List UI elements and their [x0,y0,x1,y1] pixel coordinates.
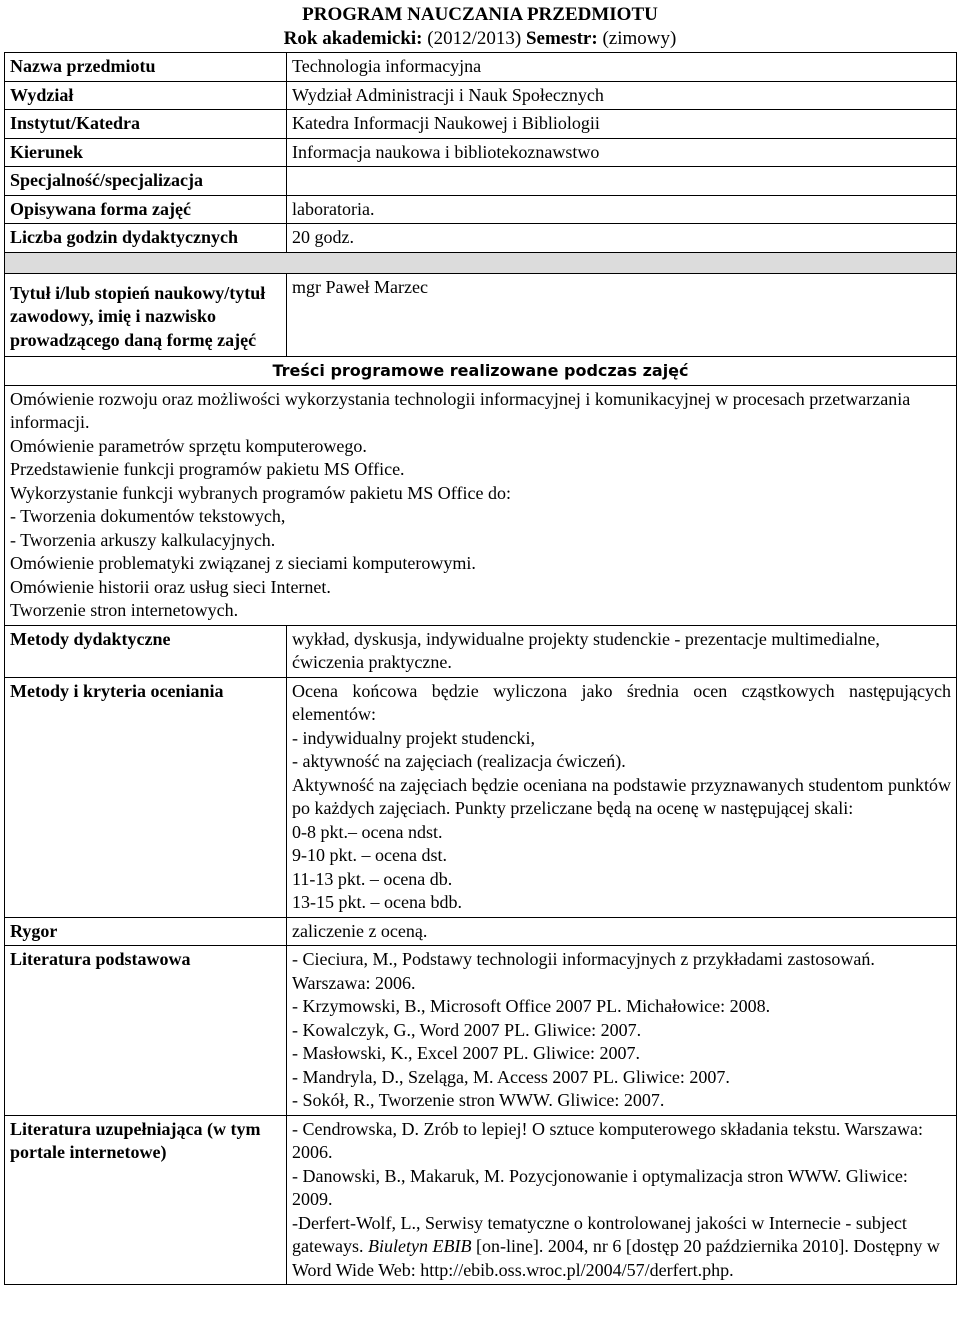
literature-item: - Sokół, R., Tworzenie stron WWW. Gliwice: 2007. [292,1090,665,1110]
criteria-line: - indywidualny projekt studencki, [292,727,535,748]
content-line: Omówienie problematyki związanej z sieciami komputerowymi. [10,553,476,573]
row-literature-basic [5,946,957,1116]
derfert-text-after: [on-line]. 2004, nr 6 [dostęp 20 października 2010]. Dostępny w Word Wide Web: http://ebib.oss.wroc.pl/2004/57/derfert.php. [292,1236,940,1280]
criteria-line: 11-13 pkt. – ocena db. [292,868,453,889]
methods-value: wykład, dyskusja, indywidualne projekty studenckie - prezentacje multimedialne, ćwiczenia praktyczne. [287,625,957,677]
literature-item: - Krzymowski, B., Microsoft Office 2007 PL. Michałowice: 2008. [292,996,771,1016]
derfert-text-before: -Derfert-Wolf, L., Serwisy tematyczne o kontrolowanej jakości w Internecie - subject gateways. [292,1212,907,1256]
document-title: PROGRAM NAUCZANIA PRZEDMIOTU [302,4,658,25]
faculty-value: Wydział Administracji i Nauk Społecznych [287,81,957,110]
subject-value: Technologia informacyjna [287,53,957,82]
row-methods [5,625,957,677]
content-line: Omówienie historii oraz usług sieci Internet. [10,576,331,597]
row-teacher [5,273,957,357]
row-subject [5,53,957,82]
row-content-heading [5,357,957,386]
direction-label: Kierunek [5,138,287,167]
criteria-line: 0-8 pkt.– ocena ndst. [292,821,443,842]
literature-item: - Danowski, B., Makaruk, M. Pozycjonowanie i optymalizacja stron WWW. Gliwice: 2009. [292,1165,908,1209]
literature-item: - Kowalczyk, G., Word 2007 PL. Gliwice: 2007. [292,1019,642,1040]
row-rigor [5,917,957,946]
row-hours [5,224,957,253]
literature-extra-cell [287,1115,957,1285]
literature-item: - Cieciura, M., Podstawy technologii informacyjnych z przykładami zastosowań. Warszawa: 2006. [292,949,875,993]
row-criteria [5,677,957,917]
direction-value: Informacja naukowa i bibliotekoznawstwo [287,138,957,167]
criteria-line: - aktywność na zajęciach (realizacja ćwiczeń). [292,751,626,771]
grey-separator [5,252,957,273]
content-heading: Treści programowe realizowane podczas zajęć [5,357,957,386]
row-faculty [5,81,957,110]
content-line: - Tworzenia dokumentów tekstowych, [10,506,286,526]
content-line: Omówienie rozwoju oraz możliwości wykorzystania technologii informacyjnej i komunikacyjnej w procesach przetwarzania informacji. [10,388,911,432]
criteria-line: Ocena końcowa będzie wyliczona jako średnia ocen cząstkowych następujących elementów: [292,680,951,724]
separator-cell [5,252,957,273]
content-cell [5,385,957,625]
specialty-value [287,167,957,196]
methods-label: Metody dydaktyczne [5,625,287,677]
literature-item: - Cendrowska, D. Zrób to lepiej! O sztuce komputerowego składania tekstu. Warszawa: 2006. [292,1118,924,1162]
literature-basic-cell [287,946,957,1116]
criteria-label: Metody i kryteria oceniania [5,677,287,917]
hours-value: 20 godz. [287,224,957,253]
semester-value: (zimowy) [602,28,677,49]
specialty-label: Specjalność/specjalizacja [5,167,287,196]
academic-year-line [0,27,960,51]
hours-label: Liczba godzin dydaktycznych [5,224,287,253]
literature-basic-label: Literatura podstawowa [5,946,287,1116]
criteria-line: 13-15 pkt. – ocena bdb. [292,892,462,912]
row-specialty [5,167,957,196]
content-line: Wykorzystanie funkcji wybranych programów pakietu MS Office do: [10,482,511,503]
derfert-journal-title: Biuletyn EBIB [367,1236,472,1256]
rigor-value: zaliczenie z oceną. [287,917,957,946]
teacher-label: Tytuł i/lub stopień naukowy/tytuł zawodowy, imię i nazwisko prowadzącego daną formę zajęć [5,273,287,357]
row-literature-extra [5,1115,957,1285]
institute-label: Instytut/Katedra [5,110,287,139]
row-direction [5,138,957,167]
row-form [5,195,957,224]
teacher-value: mgr Paweł Marzec [287,273,957,357]
criteria-line: 9-10 pkt. – ocena dst. [292,845,447,865]
row-institute [5,110,957,139]
year-value: (2012/2013) [427,28,522,49]
form-value: laboratoria. [287,195,957,224]
form-label: Opisywana forma zajęć [5,195,287,224]
rigor-label: Rygor [5,917,287,946]
criteria-cell [287,677,957,917]
subject-label: Nazwa przedmiotu [5,53,287,82]
institute-value: Katedra Informacji Naukowej i Bibliologii [287,110,957,139]
content-line: Tworzenie stron internetowych. [10,600,239,620]
year-label: Rok akademicki: [283,28,423,49]
literature-item: - Mandryla, D., Szeląga, M. Access 2007 PL. Gliwice: 2007. [292,1066,730,1087]
literature-item-derfert [292,1212,951,1283]
semester-label: Semestr: [525,28,598,49]
content-line: - Tworzenia arkuszy kalkulacyjnych. [10,529,276,550]
content-line: Omówienie parametrów sprzętu komputerowego. [10,435,367,456]
literature-extra-label: Literatura uzupełniająca (w tym portale internetowe) [5,1115,287,1285]
content-line: Przedstawienie funkcji programów pakietu MS Office. [10,459,405,479]
syllabus-table [4,52,957,1285]
literature-item: - Masłowski, K., Excel 2007 PL. Gliwice: 2007. [292,1043,640,1063]
faculty-label: Wydział [5,81,287,110]
row-content [5,385,957,625]
criteria-line: Aktywność na zajęciach będzie oceniana na podstawie przyznawanych studentom punktów po każdych zajęciach. Punkty przeliczane będą na ocenę w następującej skali: [292,774,951,818]
